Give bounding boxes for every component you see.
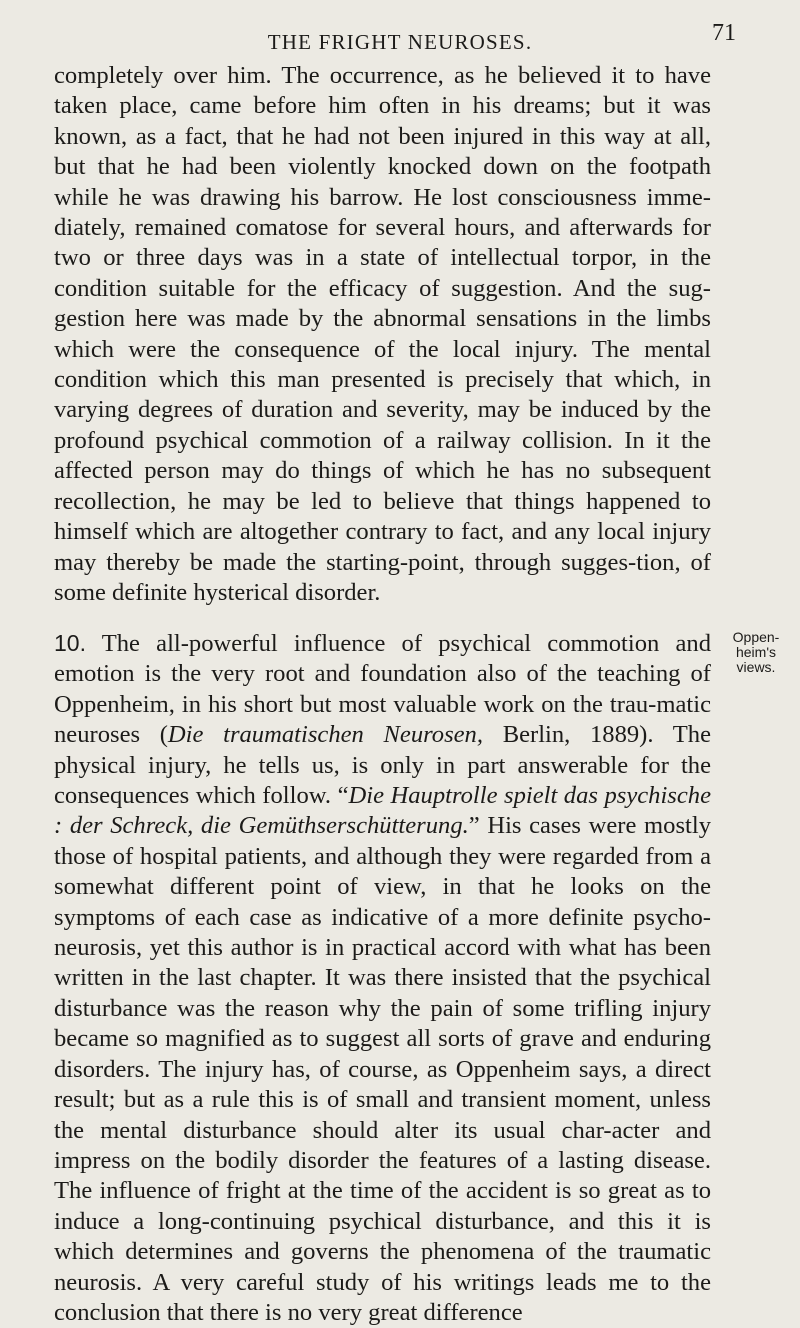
margin-note-line: views. — [736, 659, 776, 675]
paragraph-text-part: ” His cases were mostly those of hospital patients, and although they were regarded from a somewhat different point of view, in that he looks on the symptoms of each case as indicative of a more definite psycho-neurosis, yet this author is in practical accord with what has been written in the last chapter. It was there insisted that the psychical disturbance was the reason why the pain of some trifling injury became so magnified as to suggest all sorts of grave and enduring disorders. The injury has, of course, as Oppenheim says, a direct result; but as a rule this is of small and transient moment, unless the mental disturbance should alter its usual char-acter and impress on the bodily disorder the features of a lasting disease. The influence of fright at the time of the accident is so great as to induce a long-continuing psychical disturbance, and this it is which determines and governs the phenomena of the traumatic neurosis. A very careful study of his writings leads me to the conclusion that there is no very great difference — [54, 812, 711, 1326]
paragraph-continued: completely over him. The occurrence, as he believed it to have taken place, came before him often in his dreams; but it was known, as a fact, that he had not been injured in this way at all, but that he had been violently knocked down on the footpath while he was drawing his barrow. He lost consciousness imme-diately, remained comatose for several hours, and afterwards for two or three days was in a state of intellectual torpor, in the condition suitable for the efficacy of suggestion. And the sug-gestion here was made by the abnormal sensations in the limbs which were the consequence of the local injury. The mental condition which this man presented is precisely that which, in varying degrees of duration and severity, may be induced by the profound psychical commotion of a railway collision. In it the affected person may do things of which he has no subsequent recollection, he may be led to believe that things happened to himself which are altogether contrary to fact, and any local injury may thereby be made the starting-point, through sugges-tion, of some definite hysterical disorder. — [54, 62, 711, 606]
running-title: THE FRIGHT NEUROSES. — [267, 30, 533, 54]
margin-note — [716, 630, 796, 675]
running-header — [0, 18, 800, 54]
paragraph-text-part: Berlin, 1889). The physical injury, he tells us, is only in part answerable for the consequences which follow. “ — [54, 721, 711, 810]
margin-note-line: heim's — [735, 644, 777, 660]
book-title: Die traumatischen Neurosen, — [167, 721, 484, 749]
german-quote: Die Hauptrolle spielt das psychische : der Schreck, die Gemüthserschütterung. — [54, 782, 711, 840]
margin-note-line: Oppen- — [732, 629, 780, 645]
section-number: 10. — [54, 630, 86, 656]
page-number: 71 — [712, 20, 736, 46]
paragraph-section-10 — [54, 628, 711, 1328]
paragraph-text-part: The all-powerful influence of psychical commotion and emotion is the very root and foundation also of the teaching of Oppenheim, in his short but most valuable work on the trau-matic neuroses ( — [54, 630, 711, 749]
